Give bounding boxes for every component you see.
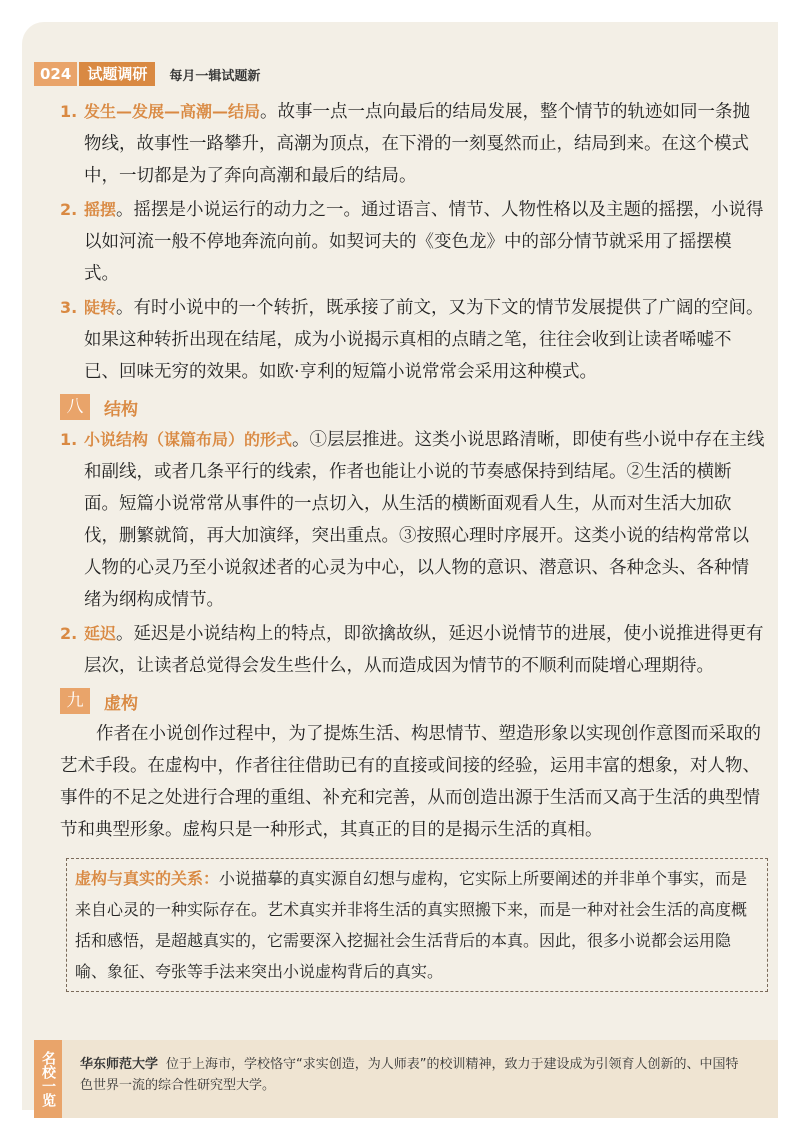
note-box xyxy=(66,858,768,992)
item-number: 1. xyxy=(60,102,78,121)
section-heading-fiction xyxy=(60,686,766,716)
item-text: 。①层层推进。这类小说思路清晰，即使有些小说中存在主线和副线，或者几条平行的线索，作者也能让小说的节奏感保持到结尾。②生活的横断面。短篇小说常常从事件的一点切入，从生活的横断面观看人生，从而对生活大加砍伐，删繁就简，再大加演绎，突出重点。③按照心理时序展开。这类小说的结构常常以人物的心灵乃至小说叙述者的心灵为中心，以人物的意识、潜意识、各种念头、各种情绪为纲构成情节。 xyxy=(84,430,765,610)
item-text: 。有时小说中的一个转折，既承接了前文，又为下文的情节发展提供了广阔的空间。如果这种转折出现在结尾，成为小说揭示真相的点睛之笔，往往会收到让读者唏嘘不已、回味无穷的效果。如欧·亨利的短篇小说常常会采用这种模式。 xyxy=(84,298,764,382)
item-title: 延迟 xyxy=(84,624,117,643)
item-number: 2. xyxy=(60,624,78,643)
item-number: 3. xyxy=(60,298,78,317)
section-title: 虚构 xyxy=(104,693,138,714)
item-title: 发生—发展—高潮—结局 xyxy=(84,102,261,121)
item-title: 小说结构（谋篇布局）的形式 xyxy=(84,430,293,449)
item-text: 。故事一点一点向最后的结局发展，整个情节的轨迹如同一条抛物线，故事性一路攀升，高潮为顶点，在下滑的一刻戛然而止，结局到来。在这个模式中，一切都是为了奔向高潮和最后的结局。 xyxy=(84,102,751,186)
university-description: 位于上海市，学校恪守“求实创造，为人师表”的校训精神，致力于建设成为引领育人创新的、中国特色世界一流的综合性研究型大学。 xyxy=(80,1057,739,1093)
main-content xyxy=(60,96,766,992)
structure-item-1 xyxy=(60,424,766,616)
section-label: 试题调研 xyxy=(79,62,155,86)
page-number: 024 xyxy=(34,62,77,86)
section-title: 结构 xyxy=(104,399,138,420)
header-subtitle: 每月一辑试题新 xyxy=(169,68,261,84)
plot-item-3 xyxy=(60,292,766,388)
page-header xyxy=(34,62,260,86)
item-text: 。摇摆是小说运行的动力之一。通过语言、情节、人物性格以及主题的摇摆，小说得以如河流一般不停地奔流向前。如契诃夫的《变色龙》中的部分情节就采用了摇摆模式。 xyxy=(84,200,764,284)
structure-item-2 xyxy=(60,618,766,682)
fiction-paragraph: 作者在小说创作过程中，为了提炼生活、构思情节、塑造形象以实现创作意图而采取的艺术手段。在虚构中，作者往往借助已有的直接或间接的经验，运用丰富的想象，对人物、事件的不足之处进行合理的重组、补充和完善，从而创造出源于生活而又高于生活的典型情节和典型形象。虚构只是一种形式，其真正的目的是揭示生活的真相。 xyxy=(60,724,761,840)
section-number-badge: 八 xyxy=(60,394,90,420)
footer-text-block xyxy=(80,1054,740,1096)
item-number: 2. xyxy=(60,200,78,219)
note-label: 虚构与真实的关系： xyxy=(75,869,220,888)
item-title: 陡转 xyxy=(84,298,117,317)
item-number: 1. xyxy=(60,430,78,449)
plot-item-2 xyxy=(60,194,766,290)
item-text: 。延迟是小说结构上的特点，即欲擒故纵，延迟小说情节的进展，使小说推进得更有层次，让读者总觉得会发生些什么，从而造成因为情节的不顺利而陡增心理期待。 xyxy=(84,624,764,676)
plot-item-1 xyxy=(60,96,766,192)
item-title: 摇摆 xyxy=(84,200,117,219)
university-name: 华东师范大学 xyxy=(80,1057,159,1072)
section-number-badge: 九 xyxy=(60,688,90,714)
section-heading-structure xyxy=(60,392,766,422)
note-text: 小说描摹的真实源自幻想与虚构，它实际上所要阐述的并非单个事实，而是来自心灵的一种实际存在。艺术真实并非将生活的真实照搬下来，而是一种对社会生活的高度概括和感悟，是超越真实的，它需要深入挖掘社会生活背后的本真。因此，很多小说都会运用隐喻、象征、夸张等手法来突出小说虚构背后的真实。 xyxy=(75,869,748,981)
footer-banner xyxy=(34,1040,778,1118)
footer-tag: 名校一览 xyxy=(34,1040,62,1118)
